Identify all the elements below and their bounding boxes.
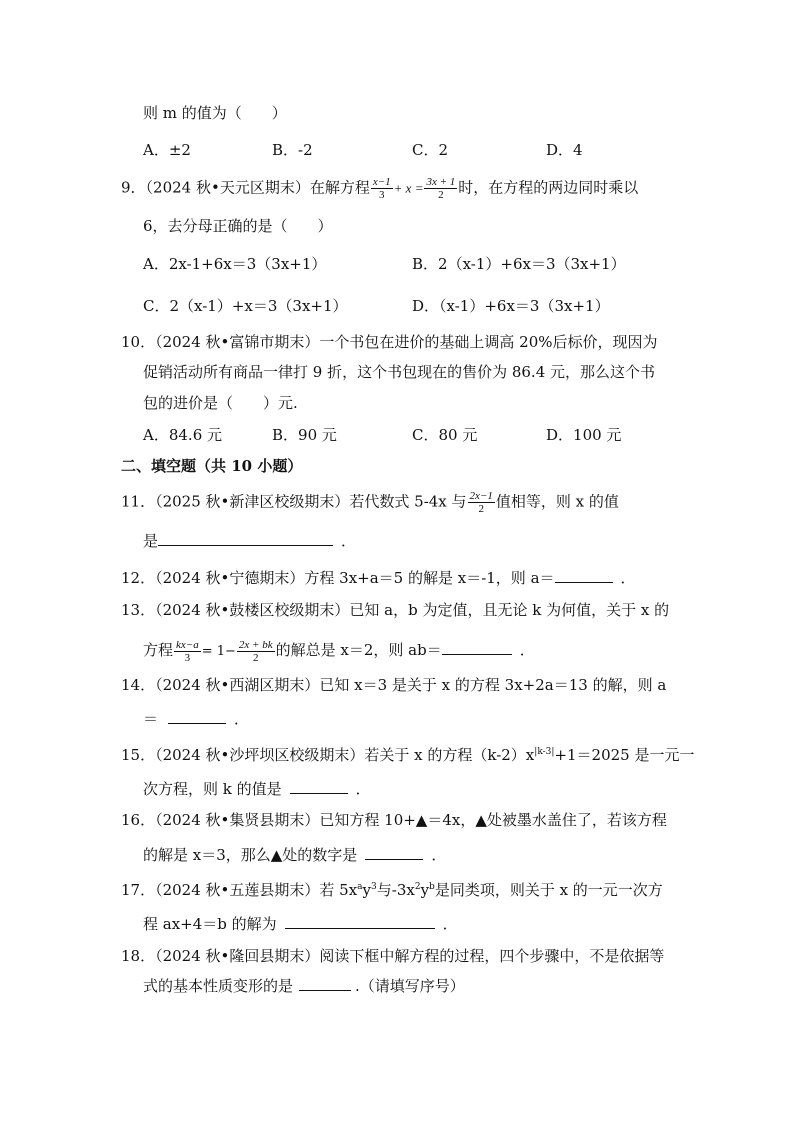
q18-line1: 18．（2024 秋•隆回县期末）阅读下框中解方程的过程，四个步骤中，不是依据等 — [121, 947, 665, 965]
q17-answer-blank[interactable] — [285, 912, 435, 929]
q9-fraction-2 — [424, 176, 457, 201]
q13-end: ． — [519, 641, 535, 659]
q16-line2 — [143, 843, 446, 865]
q9-fraction-1 — [371, 176, 393, 201]
q9-frac2-den: 2 — [438, 189, 444, 201]
q15-end: ． — [355, 780, 371, 798]
q13-suffix: 的解总是 x＝2，则 ab＝ — [275, 641, 442, 659]
q12-end: ． — [620, 569, 636, 587]
q8-option-b: B．-2 — [272, 141, 313, 159]
q11-line2 — [143, 529, 356, 551]
q16-line1: 16．（2024 秋•集贤县期末）已知方程 10+▲＝4x，▲处被墨水盖住了，若该方程 — [121, 811, 667, 829]
q9-option-b: B．2（x-1）+6x＝3（3x+1） — [412, 255, 626, 273]
q11-fraction — [468, 490, 495, 515]
q11-line1 — [121, 490, 619, 515]
q13-line1: 13．（2024 秋•鼓楼区校级期末）已知 a，b 为定值，且无论 k 为何值，关于 x 的 — [121, 601, 670, 619]
q9-line2: 6，去分母正确的是（ ） — [143, 217, 333, 235]
q17-sup-2: 2 — [414, 882, 421, 892]
q13-answer-blank[interactable] — [442, 638, 512, 655]
q14-line2 — [143, 707, 249, 729]
q13-prefix: 方程 — [143, 641, 174, 659]
q15-line1-a: 15．（2024 秋•沙坪坝区校级期末）若关于 x 的方程（k-2）x — [121, 746, 535, 764]
q17-line1-c: 与-3x — [376, 881, 415, 899]
q15-line2-text: 次方程，则 k 的值是 — [143, 780, 282, 798]
q17-sup-3: 3 — [371, 882, 377, 892]
q11-suffix: 值相等，则 x 的值 — [495, 492, 619, 511]
q10-line3: 包的进价是（ ）元. — [143, 394, 298, 412]
q17-line1 — [121, 877, 663, 900]
q8-option-c: C．2 — [412, 141, 449, 159]
q9-option-d: D．（x-1）+6x＝3（3x+1） — [412, 297, 610, 315]
q17-line2 — [143, 912, 458, 934]
q10-line1: 10．（2024 秋•富锦市期末）一个书包在进价的基础上调高 20%后标价，现因为 — [121, 333, 658, 351]
q17-line2-text: 程 ax+4＝b 的解为 — [143, 915, 277, 933]
q9-frac1-num: x−1 — [372, 176, 391, 188]
q8-option-a: A．±2 — [143, 141, 191, 159]
q17-line1-d: y — [420, 881, 430, 899]
q18-line2-text: 式的基本性质变形的是 — [143, 977, 294, 995]
q9-frac1-den: 3 — [379, 189, 385, 201]
q13-frac2-num: 2x + bk — [238, 638, 273, 651]
q15-line1-b: +1＝2025 是一元一 — [554, 746, 695, 764]
q14-line1: 14．（2024 秋•西湖区期末）已知 x＝3 是关于 x 的方程 3x+2a＝13 的解，则 a — [121, 676, 667, 694]
q13-line2 — [143, 638, 535, 664]
q10-option-c: C．80 元 — [412, 426, 478, 444]
q12-line — [121, 566, 636, 588]
q13-fraction-2 — [237, 639, 275, 664]
q10-option-a: A．84.6 元 — [143, 426, 222, 444]
q14-answer-blank[interactable] — [168, 707, 226, 724]
q11-frac-den: 2 — [478, 503, 484, 515]
q18-end: .（请填写序号） — [355, 977, 465, 995]
q14-end: ． — [234, 710, 250, 728]
q13-frac1-den: 3 — [184, 651, 191, 664]
q8-tail: 则 m 的值为（ ） — [143, 104, 287, 122]
q13-frac2-den: 2 — [253, 651, 259, 664]
q18-line2 — [143, 974, 465, 996]
q17-sup-a: a — [357, 882, 363, 892]
q11-prefix: 11．（2025 秋•新津区校级期末）若代数式 5-4x 与 — [121, 492, 467, 511]
q15-exponent: |k-3| — [534, 747, 555, 757]
q15-line2 — [143, 777, 371, 799]
q9-prefix: 9．（2024 秋•天元区期末）在解方程 — [121, 178, 370, 197]
q18-answer-blank[interactable] — [299, 974, 351, 991]
q11-end: ． — [341, 532, 357, 550]
q12-text: 12．（2024 秋•宁德期末）方程 3x+a＝5 的解是 x＝-1，则 a＝ — [121, 569, 555, 587]
q16-answer-blank[interactable] — [365, 843, 423, 860]
q17-line1-e: 是同类项，则关于 x 的一元一次方 — [434, 881, 663, 899]
q8-option-d: D．4 — [546, 141, 583, 159]
q9-line1 — [121, 176, 638, 201]
q13-frac1-num: kx−a — [176, 638, 199, 651]
q9-suffix: 时，在方程的两边同时乘以 — [458, 178, 639, 197]
q10-option-d: D．100 元 — [546, 426, 622, 444]
q10-line2: 促销活动所有商品一律打 9 折，这个书包现在的售价为 86.4 元，那么这个书 — [143, 363, 656, 381]
q11-frac-num: 2x−1 — [469, 490, 493, 502]
q14-line2-text: ＝ — [143, 710, 159, 728]
q16-end: ． — [431, 846, 447, 864]
q11-answer-blank[interactable] — [158, 529, 333, 546]
q9-frac2-num: 3x + 1 — [426, 176, 456, 188]
section-title-fill-in: 二、填空题（共 10 小题） — [121, 457, 303, 475]
q15-line1 — [121, 742, 694, 765]
q15-answer-blank[interactable] — [290, 777, 348, 794]
q17-end: ． — [442, 915, 458, 933]
q13-fraction-1 — [174, 639, 201, 664]
q17-line1-a: 17．（2024 秋•五莲县期末）若 5x — [121, 881, 358, 899]
q17-line1-b: y — [362, 881, 372, 899]
q9-mid: + x = — [393, 180, 424, 196]
q9-option-a: A．2x-1+6x＝3（3x+1） — [143, 255, 327, 273]
q10-option-b: B．90 元 — [272, 426, 337, 444]
q11-line2-text: 是 — [143, 532, 159, 550]
q13-mid: = 1− — [201, 644, 236, 659]
q17-sup-b: b — [429, 882, 435, 892]
q9-option-c: C．2（x-1）+x＝3（3x+1） — [143, 297, 348, 315]
q16-line2-text: 的解是 x＝3，那么▲处的数字是 — [143, 846, 358, 864]
q12-answer-blank[interactable] — [555, 566, 613, 583]
